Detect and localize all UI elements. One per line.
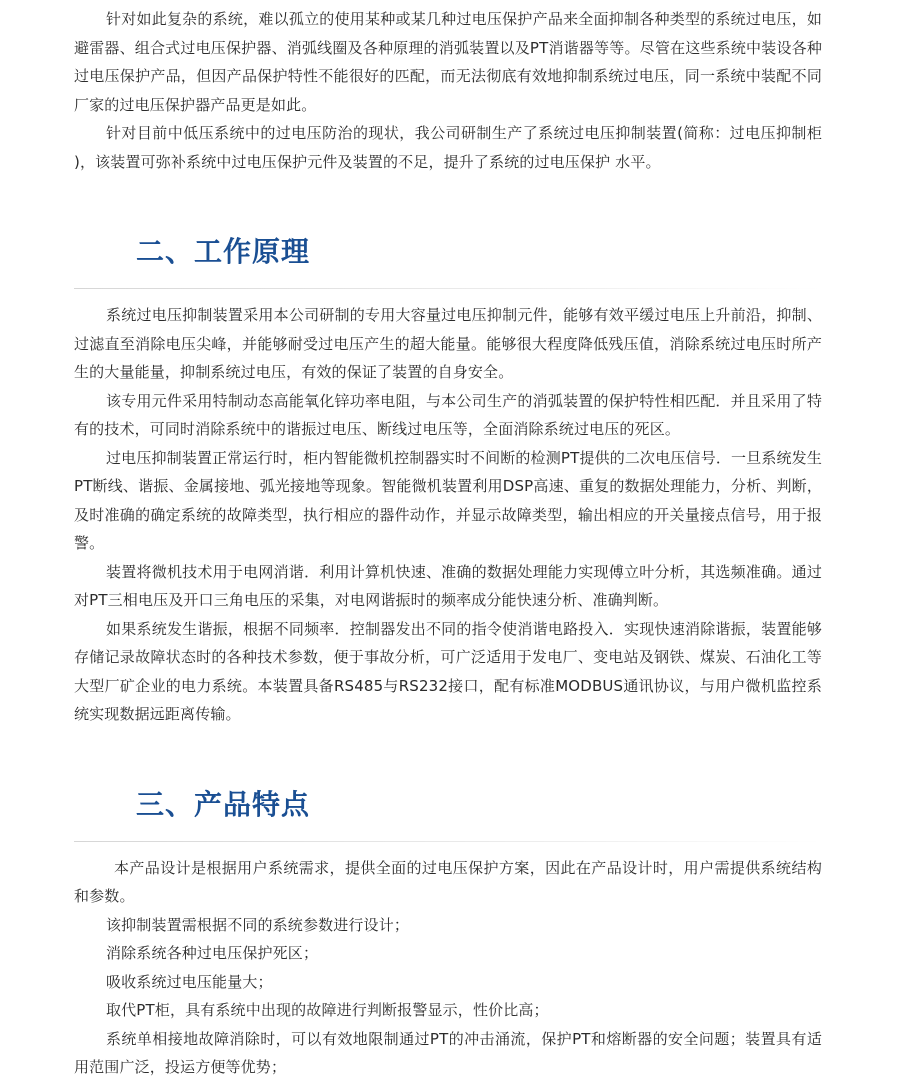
- section-divider: [74, 841, 822, 842]
- working-principle-section: [74, 223, 822, 729]
- section-title-product-features: [74, 776, 822, 854]
- features-lead-paragraph: 本产品设计是根据用户系统需求，提供全面的过电压保护方案，因此在产品设计时，用户需提供系统结构和参数。: [74, 858, 822, 905]
- principle-paragraph-4: 装置将微机技术用于电网消谐．利用计算机快速、准确的数据处理能力实现傅立叶分析，其选频准确。通过对PT三相电压及开口三角电压的采集，对电网谐振时的频率成分能快速分析、准确判断。: [74, 562, 822, 609]
- section-divider: [74, 288, 822, 289]
- principle-paragraph-3: 过电压抑制装置正常运行时，柜内智能微机控制器实时不间断的检测PT提供的二次电压信号．一旦系统发生PT断线、谐振、金属接地、弧光接地等现象。智能微机装置利用DSP高速、重复的数据处理能力，分析、判断，及时准确的确定系统的故障类型，执行相应的器件动作，并显示故障类型，输出相应的开关量接点信号，用于报警。: [74, 448, 822, 552]
- principle-paragraph-2: 该专用元件采用特制动态高能氧化锌功率电阻，与本公司生产的消弧装置的保护特性相匹配．并且采用了特有的技术，可同时消除系统中的谐振过电压、断线过电压等，全面消除系统过电压的死区。: [74, 391, 822, 438]
- principle-paragraph-5: 如果系统发生谐振，根据不同频率．控制器发出不同的指令使消谐电路投入．实现快速消除谐振，装置能够存储记录故障状态时的各种技术参数，便于事故分析，可广泛适用于发电厂、变电站及钢铁、煤炭、石油化工等大型厂矿企业的电力系统。本装置具备RS485与RS232接口，配有标准MODBUS通讯协议，与用户微机监控系统实现数据远距离传输。: [74, 619, 822, 723]
- section-title-working-principle: [74, 223, 822, 301]
- feature-item: 取代PT柜，具有系统中出现的故障进行判断报警显示，性价比高；: [106, 1001, 549, 1019]
- product-features-section: [74, 776, 822, 1082]
- feature-item: 吸收系统过电压能量大；: [106, 972, 273, 991]
- intro-paragraph-2: 针对目前中低压系统中的过电压防治的现状，我公司研制生产了系统过电压抑制装置(简称：过电压抑制柜 )，该装置可弥补系统中过电压保护元件及装置的不足，提升了系统的过电压保护 水平。: [74, 124, 822, 171]
- section-title-text: 三、产品特点: [136, 787, 311, 821]
- principle-paragraph-1: 系统过电压抑制装置采用本公司研制的专用大容量过电压抑制元件，能够有效平缓过电压上升前沿，抑制、过滤直至消除电压尖峰，并能够耐受过电压产生的超大能量。能够很大程度降低残压值，消除系统过电压时所产生的大量能量，抑制系统过电压，有效的保证了装置的自身安全。: [74, 306, 822, 381]
- feature-item-last: 系统单相接地故障消除时，可以有效地限制通过PT的冲击涌流，保护PT和熔断器的安全问题；装置具有适用范围广泛，投运方便等优势；: [74, 1029, 822, 1076]
- section-title-text: 二、工作原理: [136, 235, 311, 268]
- document-page: [74, 0, 822, 1082]
- feature-item: 消除系统各种过电压保护死区；: [106, 944, 319, 962]
- intro-section: [74, 5, 822, 176]
- feature-item: 该抑制装置需根据不同的系统参数进行设计；: [106, 915, 410, 934]
- intro-paragraph-1: 针对如此复杂的系统，难以孤立的使用某种或某几种过电压保护产品来全面抑制各种类型的系统过电压，如避雷器、组合式过电压保护器、消弧线圈及各种原理的消弧装置以及PT消谐器等等。尽管在这些系统中装设各种过电压保护产品，但因产品保护特性不能很好的匹配，而无法彻底有效地抑制系统过电压，同一系统中装配不同厂家的过电压保护器产品更是如此。: [74, 10, 822, 114]
